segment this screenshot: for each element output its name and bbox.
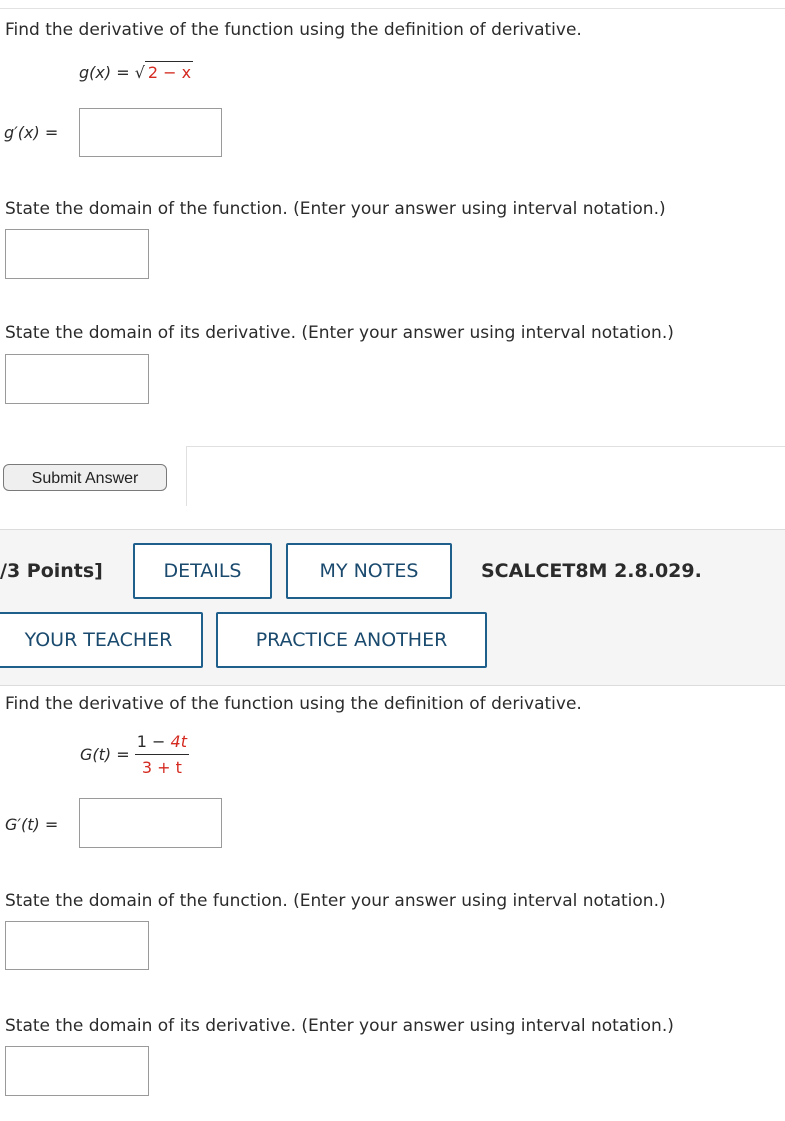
problem-code: SCALCET8M 2.8.029. <box>481 560 702 582</box>
question1-derivative-domain-prompt: State the domain of its derivative. (Enter your answer using interval notation.) <box>5 323 674 343</box>
derivative-label-text: G′(t) = <box>5 815 59 834</box>
question2-domain-prompt: State the domain of the function. (Enter your answer using interval notation.) <box>5 891 666 911</box>
derivative-domain-answer-input[interactable] <box>5 354 149 404</box>
submit-area-border <box>187 446 785 447</box>
your-teacher-button[interactable]: YOUR TEACHER <box>0 612 203 668</box>
my-notes-button[interactable]: MY NOTES <box>286 543 452 599</box>
derivative-domain-answer-input[interactable] <box>5 1046 149 1096</box>
question2-function <box>80 732 189 777</box>
numerator-term: 4t <box>170 732 187 751</box>
submit-area-border-left <box>186 446 187 506</box>
fraction-numerator <box>135 732 189 755</box>
sqrt-expression: √ 2 − x <box>134 63 192 82</box>
question1-function <box>79 61 193 82</box>
practice-another-button[interactable]: PRACTICE ANOTHER <box>216 612 487 668</box>
function-lhs: G(t) = <box>80 745 130 764</box>
top-divider <box>0 8 785 9</box>
question1-prompt: Find the derivative of the function using the definition of derivative. <box>5 20 582 40</box>
derivative-answer-input[interactable] <box>79 798 222 848</box>
numerator-const: 1 − <box>136 732 166 751</box>
question2-derivative-label <box>5 815 58 834</box>
derivative-answer-input[interactable] <box>79 108 222 157</box>
question1-derivative-label <box>4 123 58 142</box>
radicand: 2 − x <box>145 61 193 82</box>
fraction <box>135 732 189 777</box>
denominator-text: 3 + t <box>141 758 182 777</box>
derivative-label-text: g′(x) = <box>4 123 59 142</box>
function-lhs: g(x) = <box>79 63 130 82</box>
question1-domain-prompt: State the domain of the function. (Enter your answer using interval notation.) <box>5 199 666 219</box>
details-button[interactable]: DETAILS <box>133 543 272 599</box>
fraction-denominator <box>135 755 189 777</box>
domain-answer-input[interactable] <box>5 921 149 970</box>
points-label: /3 Points] <box>0 560 103 582</box>
domain-answer-input[interactable] <box>5 229 149 279</box>
question2-prompt: Find the derivative of the function using the definition of derivative. <box>5 694 582 714</box>
submit-answer-button[interactable]: Submit Answer <box>3 464 167 491</box>
question2-derivative-domain-prompt: State the domain of its derivative. (Enter your answer using interval notation.) <box>5 1016 674 1036</box>
